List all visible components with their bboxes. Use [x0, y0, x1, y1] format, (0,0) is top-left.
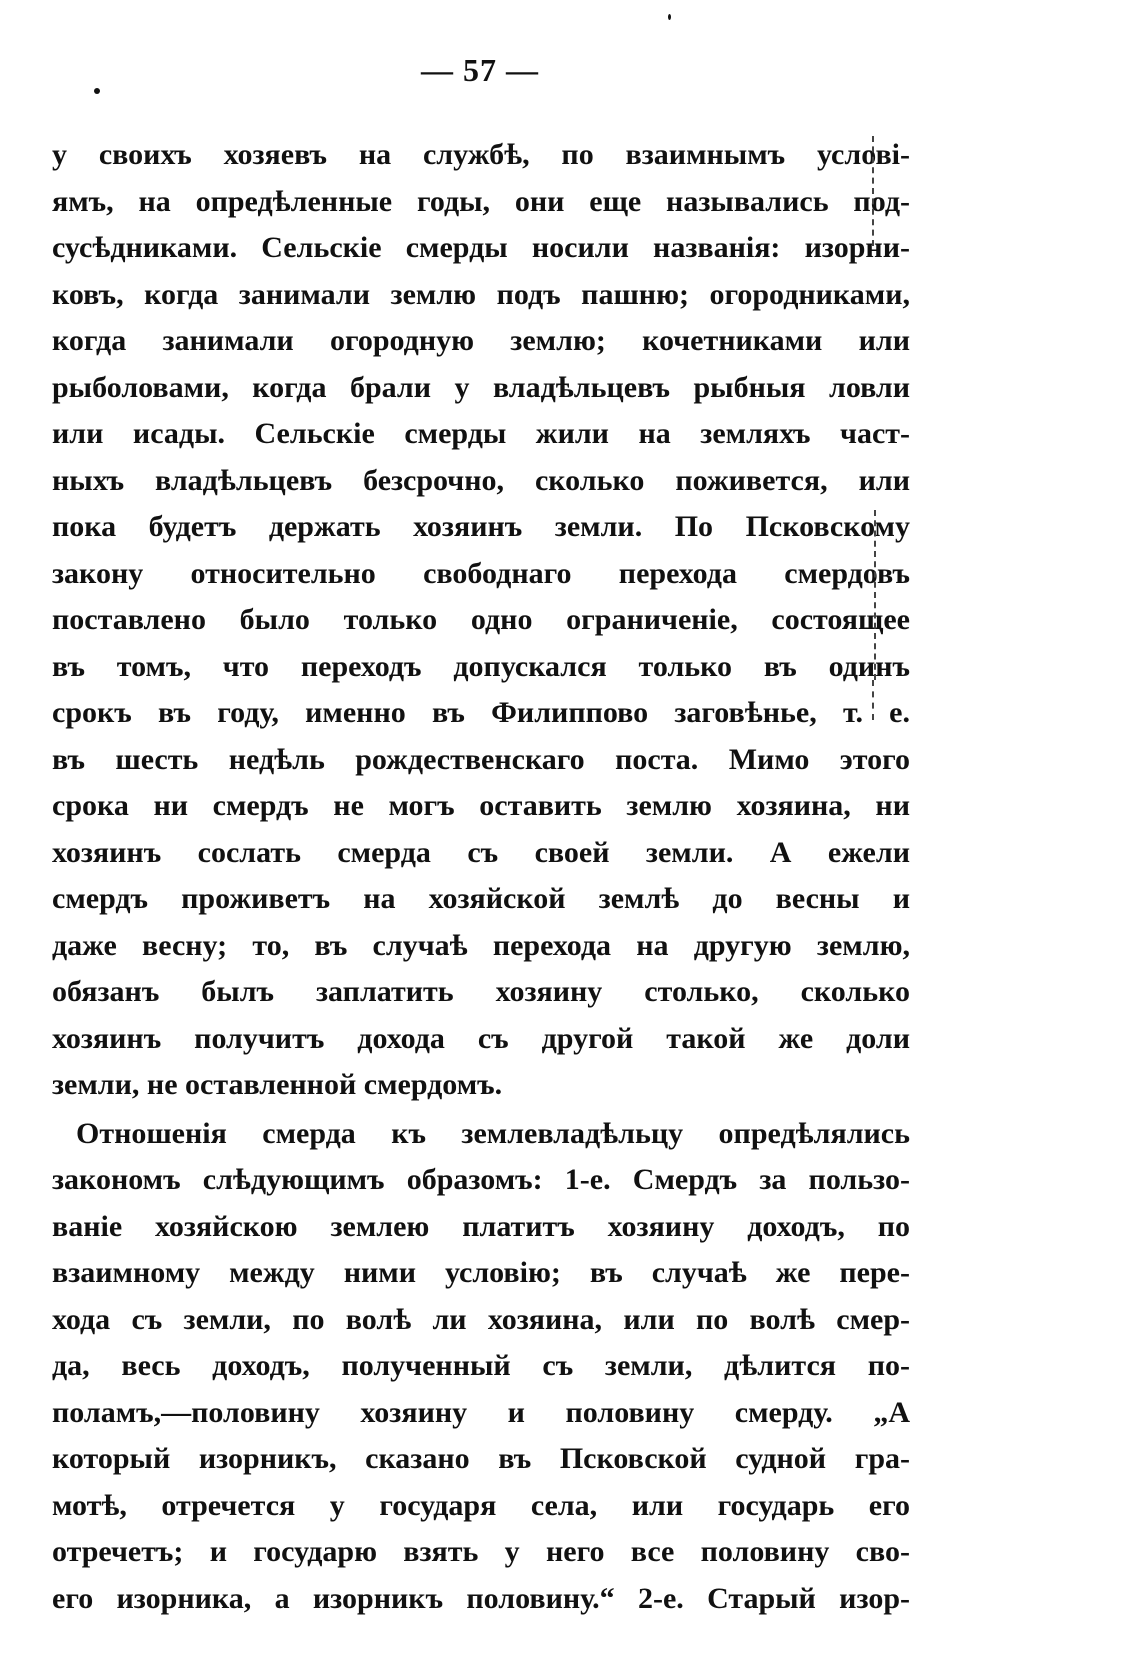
paragraph-2: [52, 1111, 910, 1623]
text-line: въ шесть недѣль рождественскаго поста. Мимо этого: [52, 742, 910, 776]
page-number: — 57 —: [421, 52, 539, 88]
text-line: взаимному между ними условію; въ случаѣ же пере-: [52, 1256, 910, 1289]
text-line: закону относительно свободнаго перехода смердовъ: [52, 556, 910, 590]
text-line: рыболовами, когда брали у владѣльцевъ рыбныя ловли: [52, 370, 910, 404]
text-line: или исады. Сельскіе смерды жили на земляхъ част-: [52, 417, 910, 450]
text-line: у своихъ хозяевъ на службѣ, по взаимнымъ услові-: [52, 138, 910, 171]
text-line: который изорникъ, сказано въ Псковской судной гра-: [52, 1442, 910, 1475]
margin-pencil-mark: [872, 136, 874, 246]
margin-pencil-mark: [872, 680, 874, 720]
scan-speck: [668, 14, 671, 20]
text-line: поламъ,—половину хозяину и половину смерду. „А: [52, 1395, 910, 1429]
text-line: пока будетъ держать хозяинъ земли. По Псковскому: [52, 510, 910, 543]
paragraph-1: [52, 132, 910, 1109]
text-line: ковъ, когда занимали землю подъ пашню; огородниками,: [52, 277, 910, 311]
text-line: ваніе хозяйскою землею платитъ хозяину доходъ, по: [52, 1209, 910, 1243]
text-line: срока ни смердъ не могъ оставить землю хозяина, ни: [52, 789, 910, 822]
scan-speck: [94, 88, 100, 94]
text-line: смердъ проживетъ на хозяйской землѣ до весны и: [52, 882, 910, 915]
text-line: сусѣдниками. Сельскіе смерды носили названія: изорни-: [52, 231, 910, 264]
text-line: мотѣ, отречется у государя села, или государь его: [52, 1488, 910, 1522]
text-line: въ томъ, что переходъ допускался только въ одинъ: [52, 649, 910, 683]
text-line: поставлено было только одно ограниченіе, состоящее: [52, 603, 910, 636]
text-line: даже весну; то, въ случаѣ перехода на другую землю,: [52, 928, 910, 962]
text-line: хода съ земли, по волѣ ли хозяина, или по волѣ смер-: [52, 1302, 910, 1336]
text-line: срокъ въ году, именно въ Филиппово заговѣнье, т. е.: [52, 696, 910, 729]
text-line: Отношенія смерда къ землевладѣльцу опредѣлялись: [76, 1116, 910, 1150]
body-text: [52, 132, 910, 1622]
text-line: его изорника, а изорникъ половину.“ 2-е. Старый изор-: [52, 1581, 910, 1615]
text-line: хозяинъ сослать смерда съ своей земли. А ежели: [52, 835, 910, 869]
margin-pencil-mark: [874, 510, 876, 680]
text-line: да, весь доходъ, полученный съ земли, дѣлится по-: [52, 1349, 910, 1382]
text-line: когда занимали огородную землю; кочетниками или: [52, 324, 910, 357]
text-line: отречетъ; и государю взять у него все половину сво-: [52, 1535, 910, 1568]
text-line: обязанъ былъ заплатить хозяину столько, сколько: [52, 975, 910, 1008]
text-line: закономъ слѣдующимъ образомъ: 1-е. Смердъ за пользо-: [52, 1163, 910, 1196]
text-line: хозяинъ получитъ дохода съ другой такой же доли: [52, 1021, 910, 1055]
text-line: ныхъ владѣльцевъ безсрочно, сколько поживется, или: [52, 463, 910, 497]
text-line: земли, не оставленной смердомъ.: [52, 1068, 503, 1101]
text-line: ямъ, на опредѣленные годы, они еще назывались под-: [52, 184, 910, 218]
